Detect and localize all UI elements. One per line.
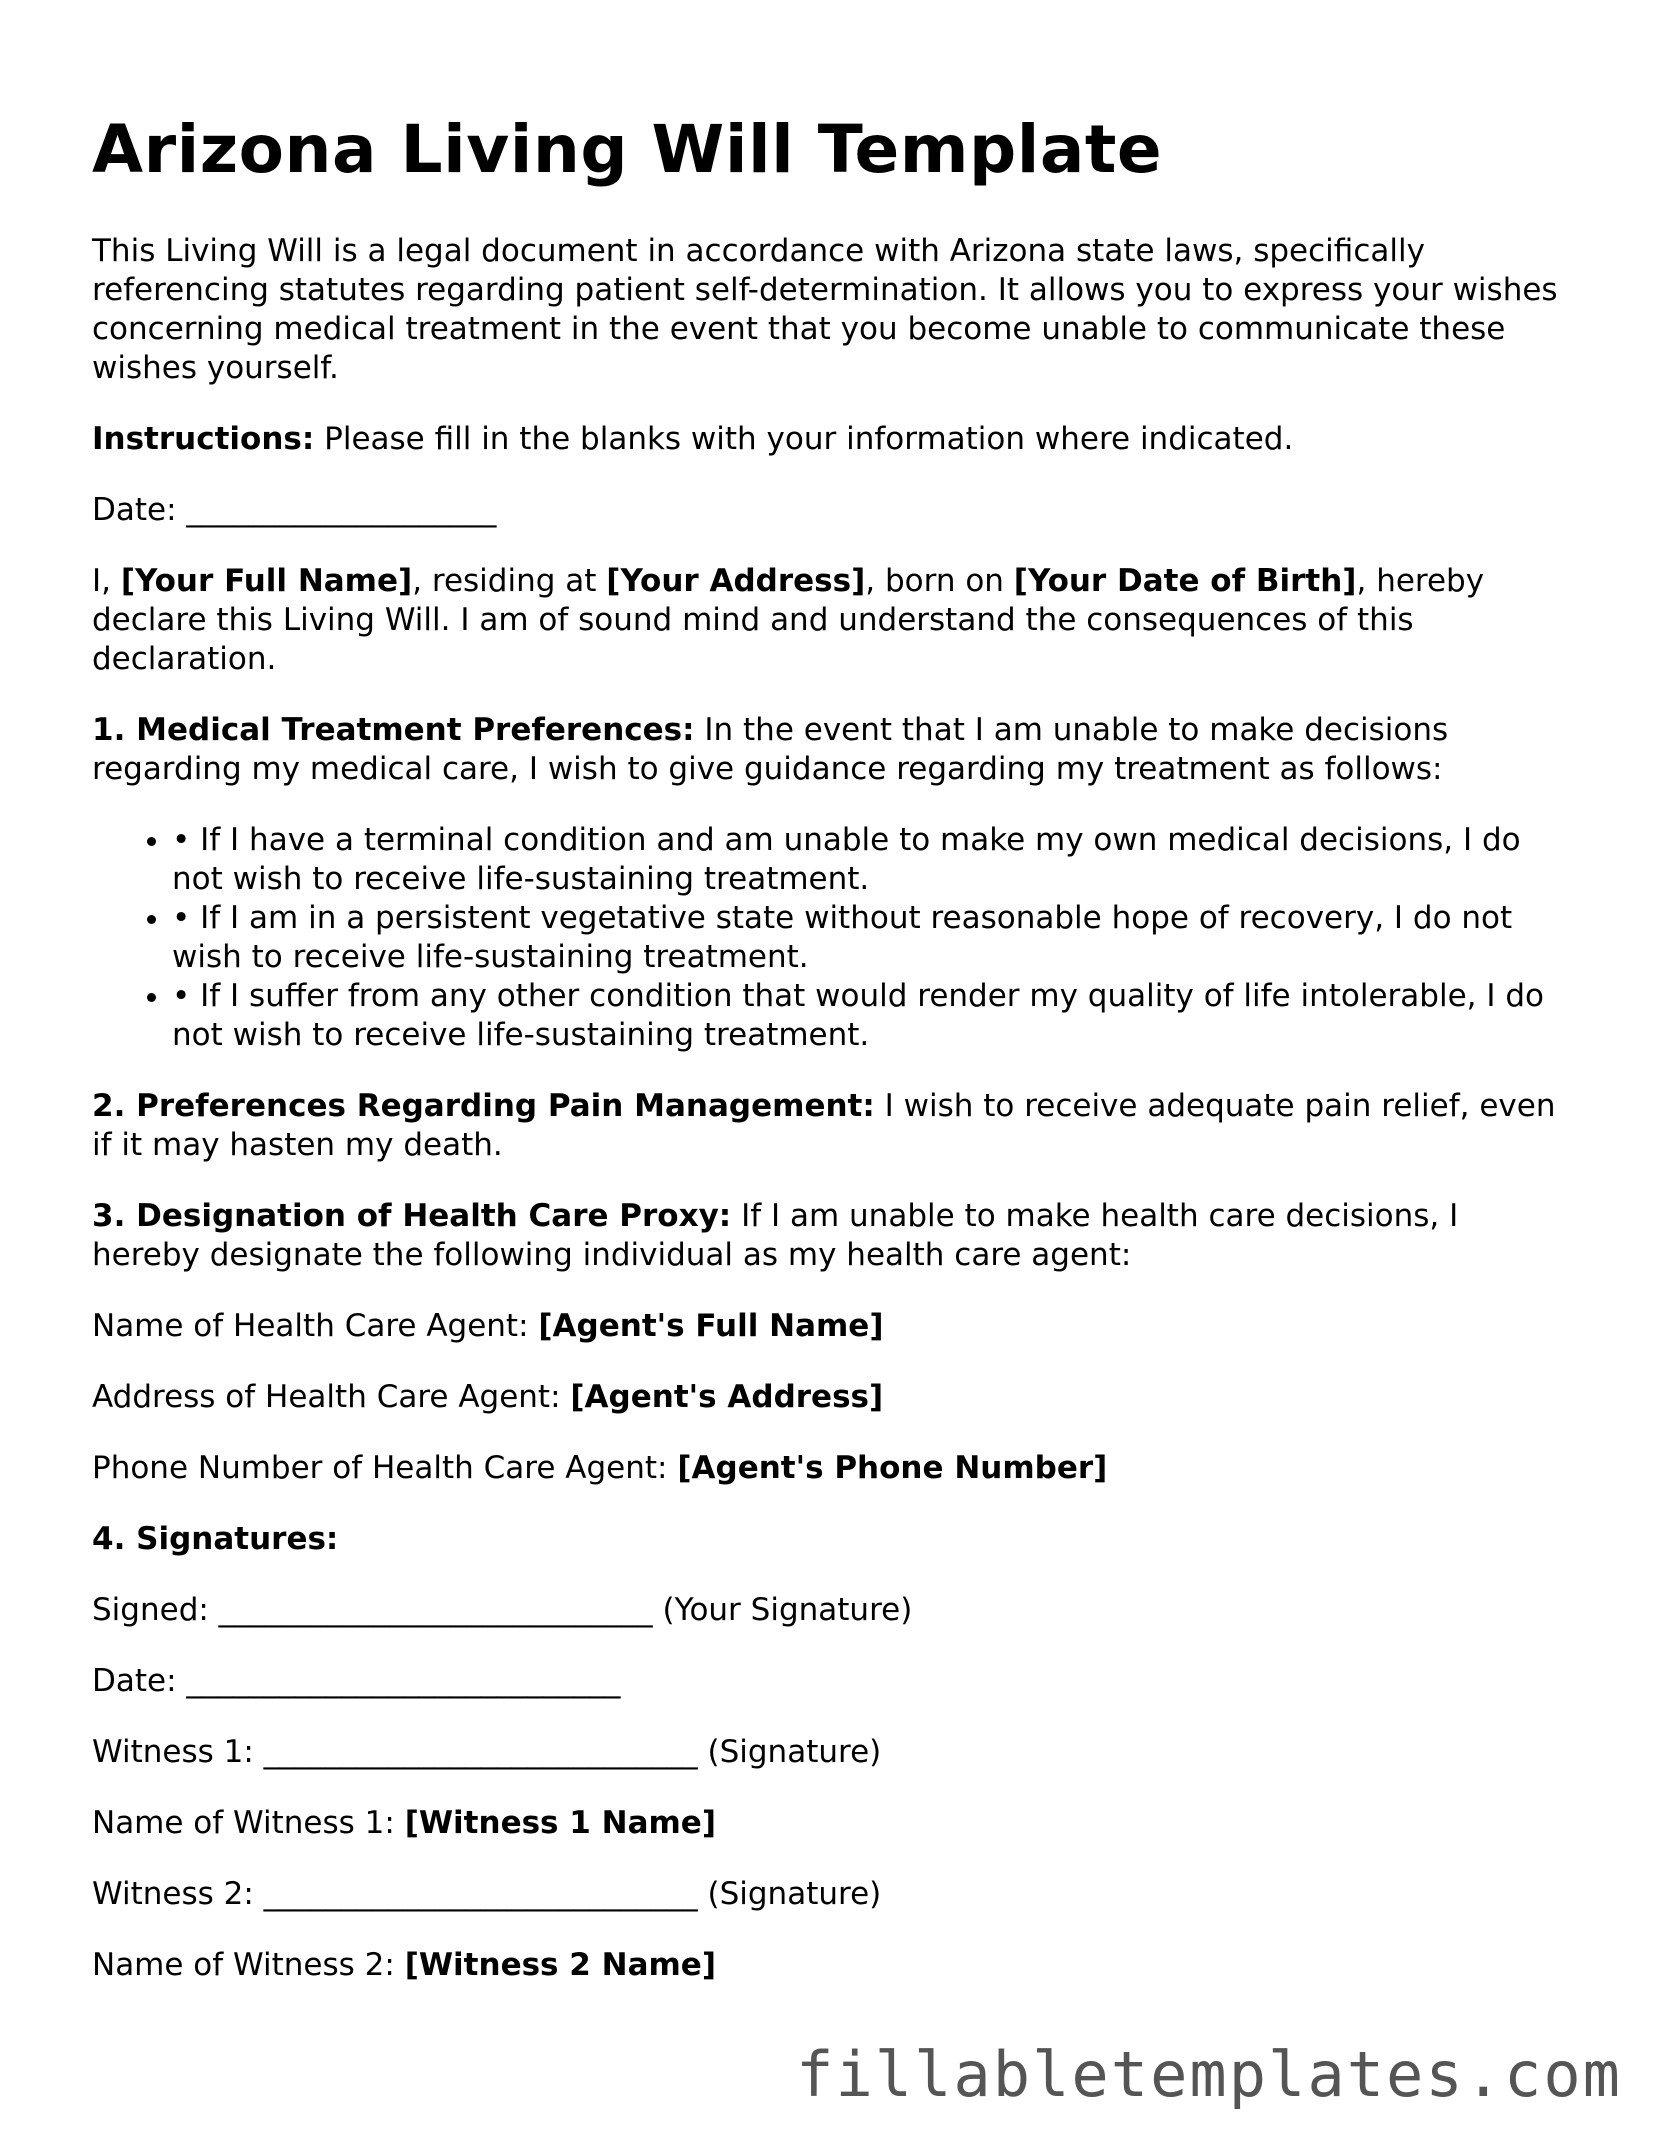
witness-1-name-placeholder[interactable]: [Witness 1 Name] xyxy=(404,1805,717,1841)
address-placeholder[interactable]: [Your Address] xyxy=(606,563,866,599)
instructions-paragraph xyxy=(92,420,1572,459)
intro-paragraph: This Living Will is a legal document in accordance with Arizona state laws, specifically referencing statutes regarding patient self-determination. It allows you to express your wishes concerning medical treatment in the event that you become unable to communicate these wishes yourself. xyxy=(92,233,1558,386)
list-item: • • If I suffer from any other condition that would render my quality of life intolerable, I do not wish to receive life-sustaining treatment. xyxy=(172,977,1572,1055)
witness-1-blank[interactable]: ____________________________ xyxy=(263,1734,698,1770)
witness-1-line xyxy=(92,1733,1572,1772)
page-title: Arizona Living Will Template xyxy=(92,111,1163,188)
section-3-paragraph xyxy=(92,1197,1572,1275)
section-1-paragraph xyxy=(92,711,1572,789)
list-item: • • If I am in a persistent vegetative state without reasonable hope of recovery, I do not wish to receive life-sustaining treatment. xyxy=(172,899,1572,977)
instructions-text: Please fill in the blanks with your information where indicated. xyxy=(314,421,1294,457)
date-line xyxy=(92,491,1572,530)
signed-label: Signed: xyxy=(92,1592,219,1628)
agent-phone-label: Phone Number of Health Care Agent: xyxy=(92,1450,678,1486)
section-4-heading: 4. Signatures: xyxy=(92,1521,339,1557)
section-1-text: In the event that I am unable to make decisions regarding my medical care, I wish to give guidance regarding my treatment as follows: xyxy=(92,712,1449,787)
agent-name-label: Name of Health Care Agent: xyxy=(92,1308,539,1344)
witness-2-name-label: Name of Witness 2: xyxy=(92,1947,405,1983)
witness-1-name-label: Name of Witness 1: xyxy=(92,1805,405,1841)
signature-date-label: Date: xyxy=(92,1663,187,1699)
list-item: • • If I have a terminal condition and am unable to make my own medical decisions, I do not wish to receive life-sustaining treatment. xyxy=(172,821,1572,899)
witness-1-label: Witness 1: xyxy=(92,1734,264,1770)
witness-2-label: Witness 2: xyxy=(92,1876,264,1912)
declaration-text-1: I, xyxy=(92,563,121,599)
document-content xyxy=(92,110,1572,2017)
section-2-heading: 2. Preferences Regarding Pain Management: xyxy=(92,1088,875,1124)
signed-note: (Your Signature) xyxy=(652,1592,913,1628)
agent-phone-placeholder[interactable]: [Agent's Phone Number] xyxy=(677,1450,1108,1486)
signed-line xyxy=(92,1591,1572,1630)
agent-name-line xyxy=(92,1307,1572,1346)
witness-2-note: (Signature) xyxy=(697,1876,882,1912)
instructions-label: Instructions: xyxy=(92,421,315,457)
agent-address-label: Address of Health Care Agent: xyxy=(92,1379,571,1415)
witness-2-blank[interactable]: ____________________________ xyxy=(263,1876,698,1912)
section-2-text: I wish to receive adequate pain relief, even if it may hasten my death. xyxy=(92,1088,1556,1163)
signature-date-blank[interactable]: ____________________________ xyxy=(186,1663,621,1699)
declaration-text-4: , hereby declare this Living Will. I am of sound mind and understand the consequences of this declaration. xyxy=(92,563,1485,677)
witness-1-name-line xyxy=(92,1804,1572,1843)
witness-2-name-line xyxy=(92,1946,1572,1985)
section-4-paragraph xyxy=(92,1520,1572,1559)
witness-2-line xyxy=(92,1875,1572,1914)
declaration-text-2: , residing at xyxy=(412,563,607,599)
agent-name-placeholder[interactable]: [Agent's Full Name] xyxy=(538,1308,884,1344)
signature-date-line xyxy=(92,1662,1572,1701)
date-label: Date: xyxy=(92,492,187,528)
watermark: fillabletemplates.com xyxy=(796,2038,1622,2111)
full-name-placeholder[interactable]: [Your Full Name] xyxy=(120,563,413,599)
dob-placeholder[interactable]: [Your Date of Birth] xyxy=(1013,563,1357,599)
agent-address-line xyxy=(92,1378,1572,1417)
witness-2-name-placeholder[interactable]: [Witness 2 Name] xyxy=(404,1947,717,1983)
section-3-heading: 3. Designation of Health Care Proxy: xyxy=(92,1198,732,1234)
declaration-paragraph xyxy=(92,562,1572,679)
agent-address-placeholder[interactable]: [Agent's Address] xyxy=(570,1379,884,1415)
signature-blank[interactable]: ____________________________ xyxy=(218,1592,653,1628)
date-blank[interactable]: ____________________ xyxy=(186,492,497,528)
treatment-preferences-list xyxy=(92,821,1572,1055)
declaration-text-3: , born on xyxy=(865,563,1014,599)
section-3-text: If I am unable to make health care decisions, I hereby designate the following individual as my health care agent: xyxy=(92,1198,1459,1273)
section-2-paragraph xyxy=(92,1087,1572,1165)
witness-1-note: (Signature) xyxy=(697,1734,882,1770)
section-1-heading: 1. Medical Treatment Preferences: xyxy=(92,712,695,748)
agent-phone-line xyxy=(92,1449,1572,1488)
